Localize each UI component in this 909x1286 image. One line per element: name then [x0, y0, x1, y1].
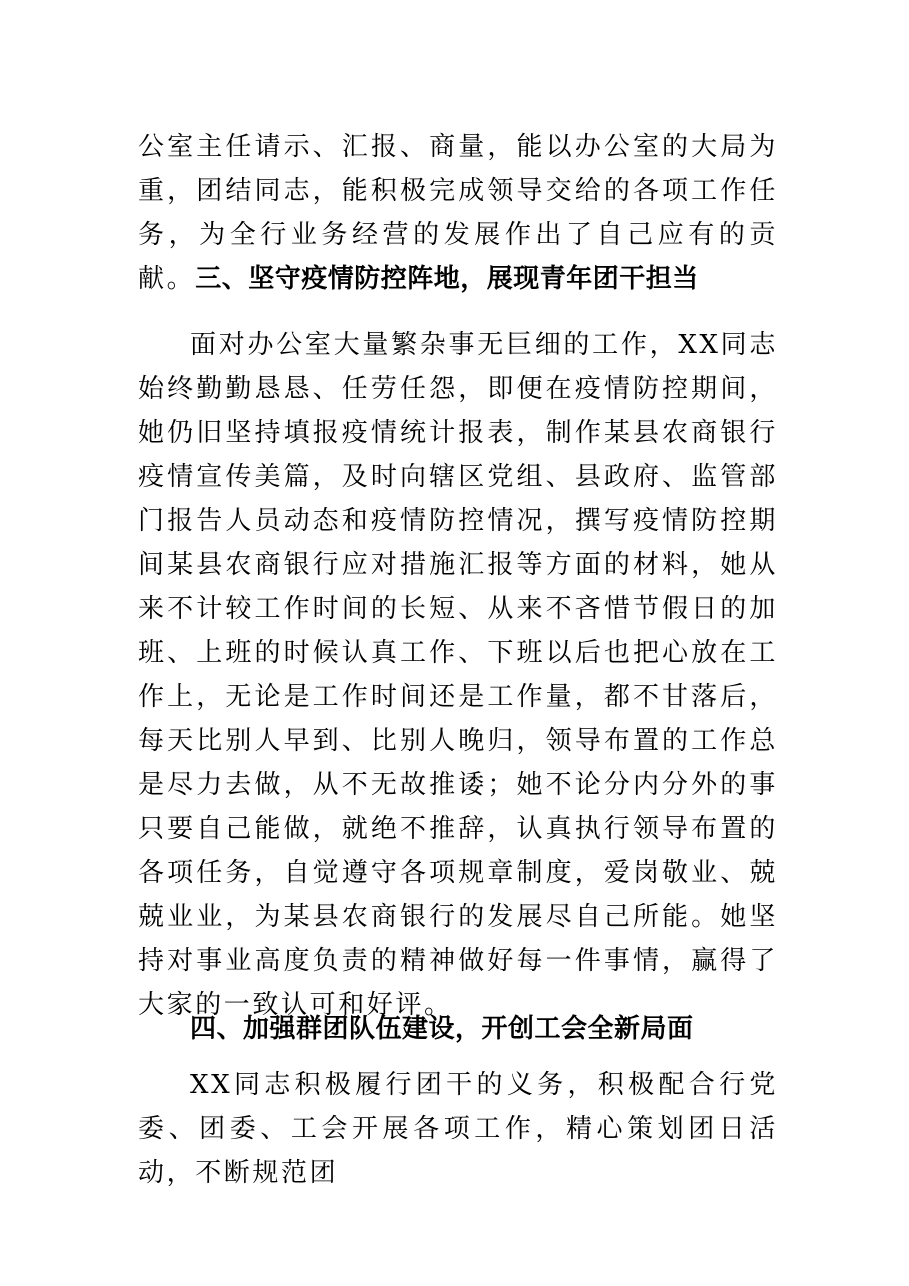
paragraph-epidemic-work: 面对办公室大量繁杂事无巨细的工作，XX同志始终勤勤恳恳、任劳任怨，即便在疫情防控期间，她仍旧坚持填报疫情统计报表，制作某县农商银行疫情宣传美篇，及时向辖区党组、县政府、监管部门报告人员动态和疫情防控情况，撰写疫情防控期间某县农商银行应对措施汇报等方面的材料，她从来不计较工作时间的长短、从来不吝惜节假日的加班、上班的时候认真工作、下班以后也把心放在工作上，无论是工作时间还是工作量，都不甘落后，每天比别人早到、比别人晚归，领导布置的工作总是尽力去做，从不无故推诿；她不论分内分外的事只要自己能做，就绝不推辞，认真执行领导布置的各项任务，自觉遵守各项规章制度，爱岗敬业、兢兢业业，为某县农商银行的发展尽自己所能。她坚持对事业高度负责的精神做好每一件事情，赢得了大家的一致认可和好评。 [138, 330, 778, 1020]
paragraph-group-work: XX同志积极履行团干的义务，积极配合行党委、团委、工会开展各项工作，精心策划团日活动，不断规范团 [138, 1070, 778, 1188]
section-heading-3: 三、坚守疫情防控阵地，展现青年团干担当 [195, 264, 699, 294]
paragraph-continued [138, 125, 778, 301]
section-heading-4: 四、加强群团队伍建设，开创工会全新局面 [190, 1014, 694, 1044]
paragraph-text: 公室主任请示、汇报、商量，能以办公室的大局为重，团结同志，能积极完成领导交给的各项工作任务，为全行业务经营的发展作出了自己应有的贡献。 [138, 132, 778, 294]
